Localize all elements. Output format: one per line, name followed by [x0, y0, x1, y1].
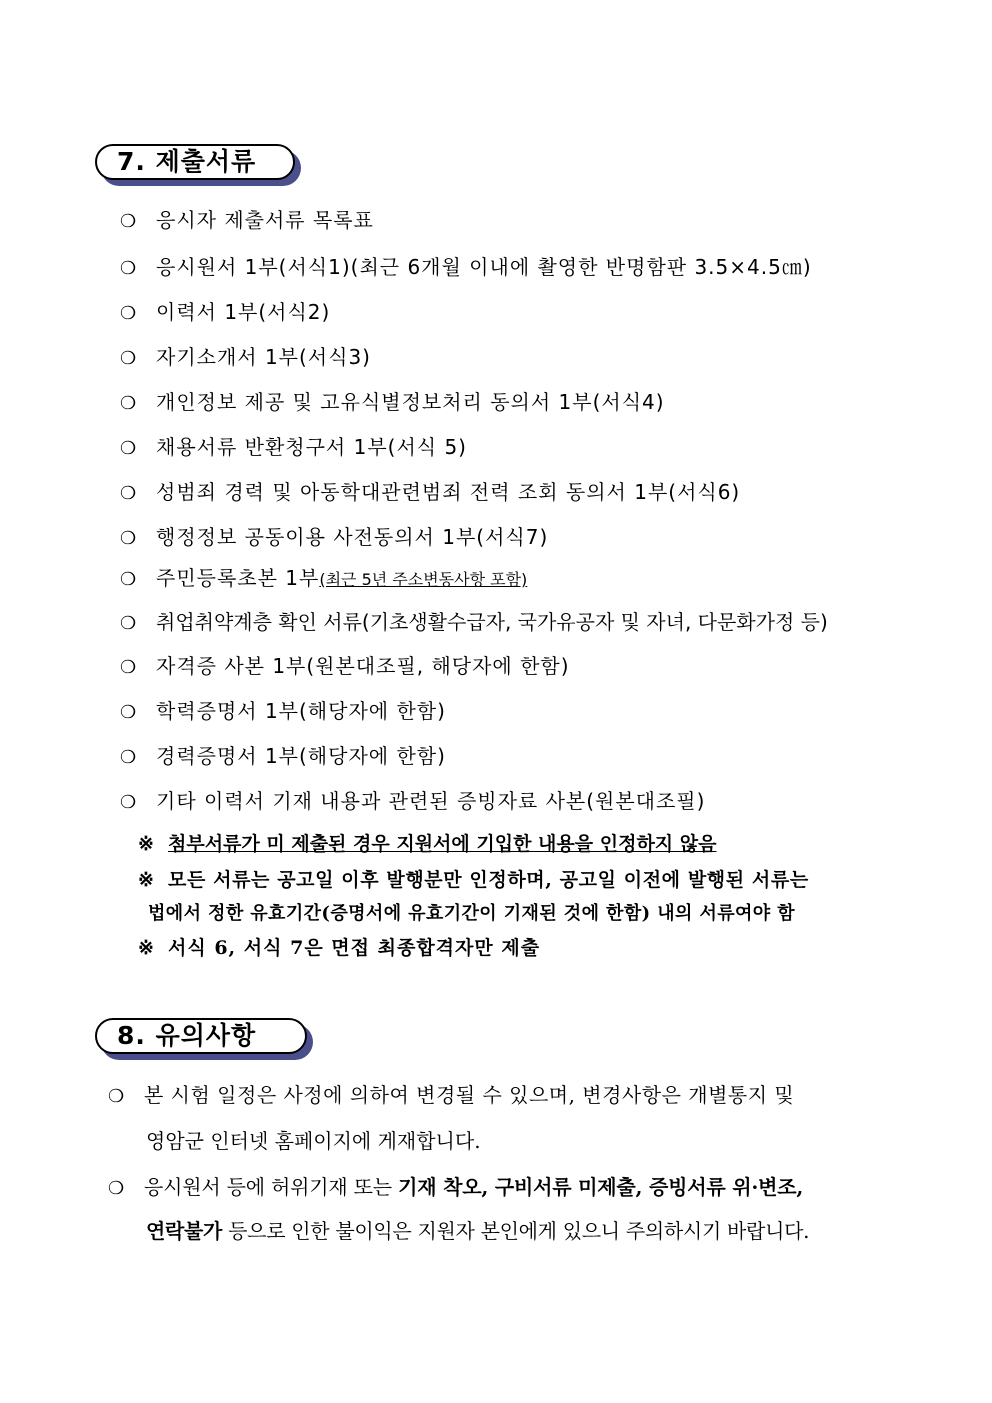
list-item: ❍ 채용서류 반환청구서 1부(서식 5): [120, 433, 467, 463]
reference-mark-icon: ※: [138, 869, 155, 891]
circle-bullet-icon: ❍: [120, 702, 138, 723]
circle-bullet-icon: ❍: [120, 393, 138, 414]
reference-mark-icon: ※: [138, 937, 155, 959]
section-8-header: [95, 1018, 301, 1058]
circle-bullet-icon: ❍: [108, 1086, 125, 1107]
circle-bullet-icon: ❍: [120, 483, 138, 504]
list-item: ❍ 자격증 사본 1부(원본대조필, 해당자에 한함): [120, 652, 570, 682]
notice-paragraph-1: ❍ 본 시험 일정은 사정에 의하여 변경될 수 있으며, 변경사항은 개별통지 및: [108, 1080, 794, 1112]
notice-paragraph-2: ❍ 응시원서 등에 허위기재 또는 기재 착오, 구비서류 미제출, 증빙서류 위·변조,: [108, 1172, 803, 1204]
list-item: ❍ 행정정보 공동이용 사전동의서 1부(서식7): [120, 523, 548, 553]
list-item: ❍ 응시원서 1부(서식1)(최근 6개월 이내에 촬영한 반명함판 3.5×4.5㎝): [120, 253, 812, 283]
circle-bullet-icon: ❍: [120, 569, 138, 590]
reference-mark-icon: ※: [138, 833, 154, 855]
list-item: ❍ 기타 이력서 기재 내용과 관련된 증빙자료 사본(원본대조필): [120, 787, 705, 817]
list-item: ❍ 경력증명서 1부(해당자에 한함): [120, 742, 446, 772]
note-3: ※ 서식 6, 서식 7은 면접 최종합격자만 제출: [138, 937, 541, 959]
list-item: ❍ 이력서 1부(서식2): [120, 298, 330, 328]
circle-bullet-icon: ❍: [120, 747, 138, 768]
circle-bullet-icon: ❍: [120, 792, 138, 813]
circle-bullet-icon: ❍: [120, 258, 138, 279]
list-item: ❍ 응시자 제출서류 목록표: [120, 206, 374, 236]
note-1: ※ 첨부서류가 미 제출된 경우 지원서에 기입한 내용을 인정하지 않음: [138, 833, 717, 855]
list-item: ❍ 개인정보 제공 및 고유식별정보처리 동의서 1부(서식4): [120, 388, 665, 418]
item-note: (최근 5년 주소변동사항 포함): [319, 570, 528, 589]
section-8-title: 8. 유의사항: [117, 1021, 257, 1050]
list-item: ❍ 자기소개서 1부(서식3): [120, 343, 371, 373]
notice-paragraph-1-cont: 영암군 인터넷 홈페이지에 게재합니다.: [146, 1129, 481, 1153]
list-item: ❍ 주민등록초본 1부(최근 5년 주소변동사항 포함): [120, 564, 527, 594]
section-7-title: 7. 제출서류: [117, 147, 257, 176]
list-item: ❍ 학력증명서 1부(해당자에 한함): [120, 697, 446, 727]
note-2-continued: 법에서 정한 유효기간(증명서에 유효기간이 기재된 것에 한함) 내의 서류여야 함: [148, 903, 796, 924]
list-item: ❍ 취업취약계층 확인 서류(기초생활수급자, 국가유공자 및 자녀, 다문화가정 등): [120, 608, 828, 638]
circle-bullet-icon: ❍: [120, 348, 138, 369]
circle-bullet-icon: ❍: [120, 613, 137, 634]
circle-bullet-icon: ❍: [120, 438, 138, 459]
circle-bullet-icon: ❍: [108, 1178, 124, 1199]
circle-bullet-icon: ❍: [120, 657, 138, 678]
circle-bullet-icon: ❍: [120, 528, 138, 549]
circle-bullet-icon: ❍: [120, 303, 138, 324]
section-7-header: [95, 144, 301, 184]
note-2: ※ 모든 서류는 공고일 이후 발행분만 인정하며, 공고일 이전에 발행된 서류는: [138, 869, 809, 891]
list-item: ❍ 성범죄 경력 및 아동학대관련범죄 전력 조회 동의서 1부(서식6): [120, 478, 740, 508]
circle-bullet-icon: ❍: [120, 211, 138, 232]
notice-paragraph-2-cont: 연락불가 등으로 인한 불이익은 지원자 본인에게 있으니 주의하시기 바랍니다.: [146, 1219, 810, 1243]
